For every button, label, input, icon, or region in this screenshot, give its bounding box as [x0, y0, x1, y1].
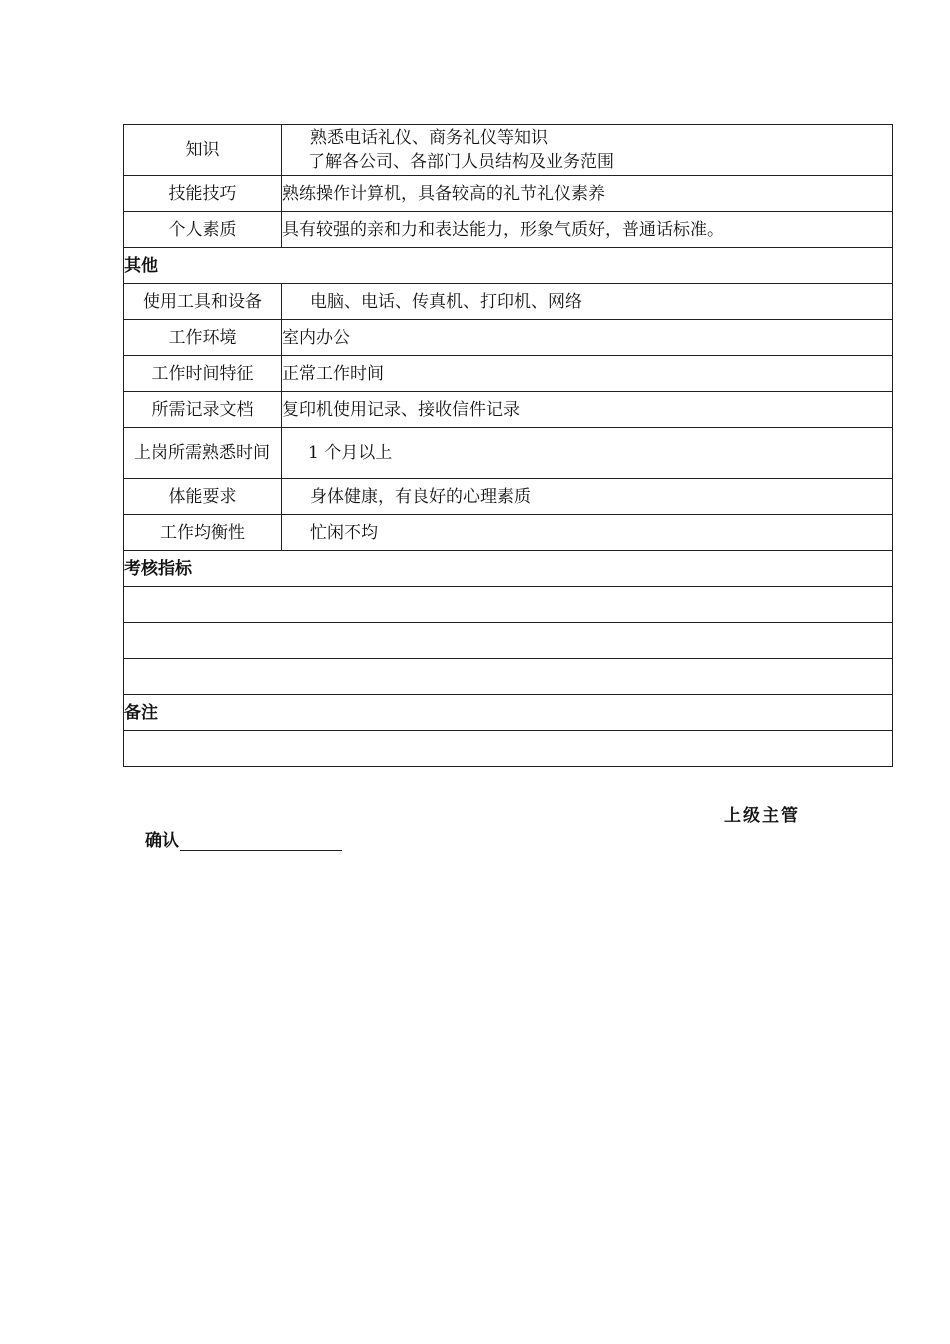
knowledge-row	[124, 125, 893, 176]
workload-value: 忙闲不均	[282, 515, 893, 551]
physical-row	[124, 479, 893, 515]
environment-label: 工作环境	[124, 320, 282, 356]
qualities-row	[124, 212, 893, 248]
workload-row	[124, 515, 893, 551]
qualities-value: 具有较强的亲和力和表达能力，形象气质好，普通话标准。	[282, 212, 893, 248]
skills-value: 熟练操作计算机，具备较高的礼节礼仪素养	[282, 176, 893, 212]
kpi-section-row	[124, 551, 893, 587]
work-hours-label: 工作时间特征	[124, 356, 282, 392]
remarks-blank-row	[124, 731, 893, 767]
supervisor-title: 上级主管	[724, 806, 800, 826]
kpi-blank-row	[124, 659, 893, 695]
kpi-blank-cell	[124, 659, 893, 695]
remarks-blank-cell	[124, 731, 893, 767]
signature-line[interactable]	[180, 830, 342, 851]
skills-label: 技能技巧	[124, 176, 282, 212]
tools-value: 电脑、电话、传真机、打印机、网络	[282, 284, 893, 320]
physical-label: 体能要求	[124, 479, 282, 515]
supervisor-confirm	[145, 826, 342, 851]
work-hours-row	[124, 356, 893, 392]
familiarization-value: 1 个月以上	[282, 428, 893, 479]
qualities-label: 个人素质	[124, 212, 282, 248]
kpi-blank-cell	[124, 623, 893, 659]
knowledge-value	[282, 125, 893, 176]
tools-row	[124, 284, 893, 320]
knowledge-line-1: 熟悉电话礼仪、商务礼仪等知识	[310, 128, 548, 148]
familiarization-row	[124, 428, 893, 479]
remarks-section-title: 备注	[124, 695, 893, 731]
records-row	[124, 392, 893, 428]
work-hours-value: 正常工作时间	[282, 356, 893, 392]
kpi-blank-cell	[124, 587, 893, 623]
job-description-table	[123, 124, 893, 767]
skills-row	[124, 176, 893, 212]
other-section-title: 其他	[124, 248, 893, 284]
knowledge-line-2: 了解各公司、各部门人员结构及业务范围	[308, 152, 614, 172]
workload-label: 工作均衡性	[124, 515, 282, 551]
records-label: 所需记录文档	[124, 392, 282, 428]
kpi-blank-row	[124, 587, 893, 623]
remarks-section-row	[124, 695, 893, 731]
physical-value: 身体健康，有良好的心理素质	[282, 479, 893, 515]
kpi-blank-row	[124, 623, 893, 659]
environment-row	[124, 320, 893, 356]
tools-label: 使用工具和设备	[124, 284, 282, 320]
records-value: 复印机使用记录、接收信件记录	[282, 392, 893, 428]
kpi-section-title: 考核指标	[124, 551, 893, 587]
familiarization-label: 上岗所需熟悉时间	[124, 428, 282, 479]
confirm-label: 确认	[145, 831, 179, 851]
knowledge-label: 知识	[124, 125, 282, 176]
environment-value: 室内办公	[282, 320, 893, 356]
other-section-row	[124, 248, 893, 284]
